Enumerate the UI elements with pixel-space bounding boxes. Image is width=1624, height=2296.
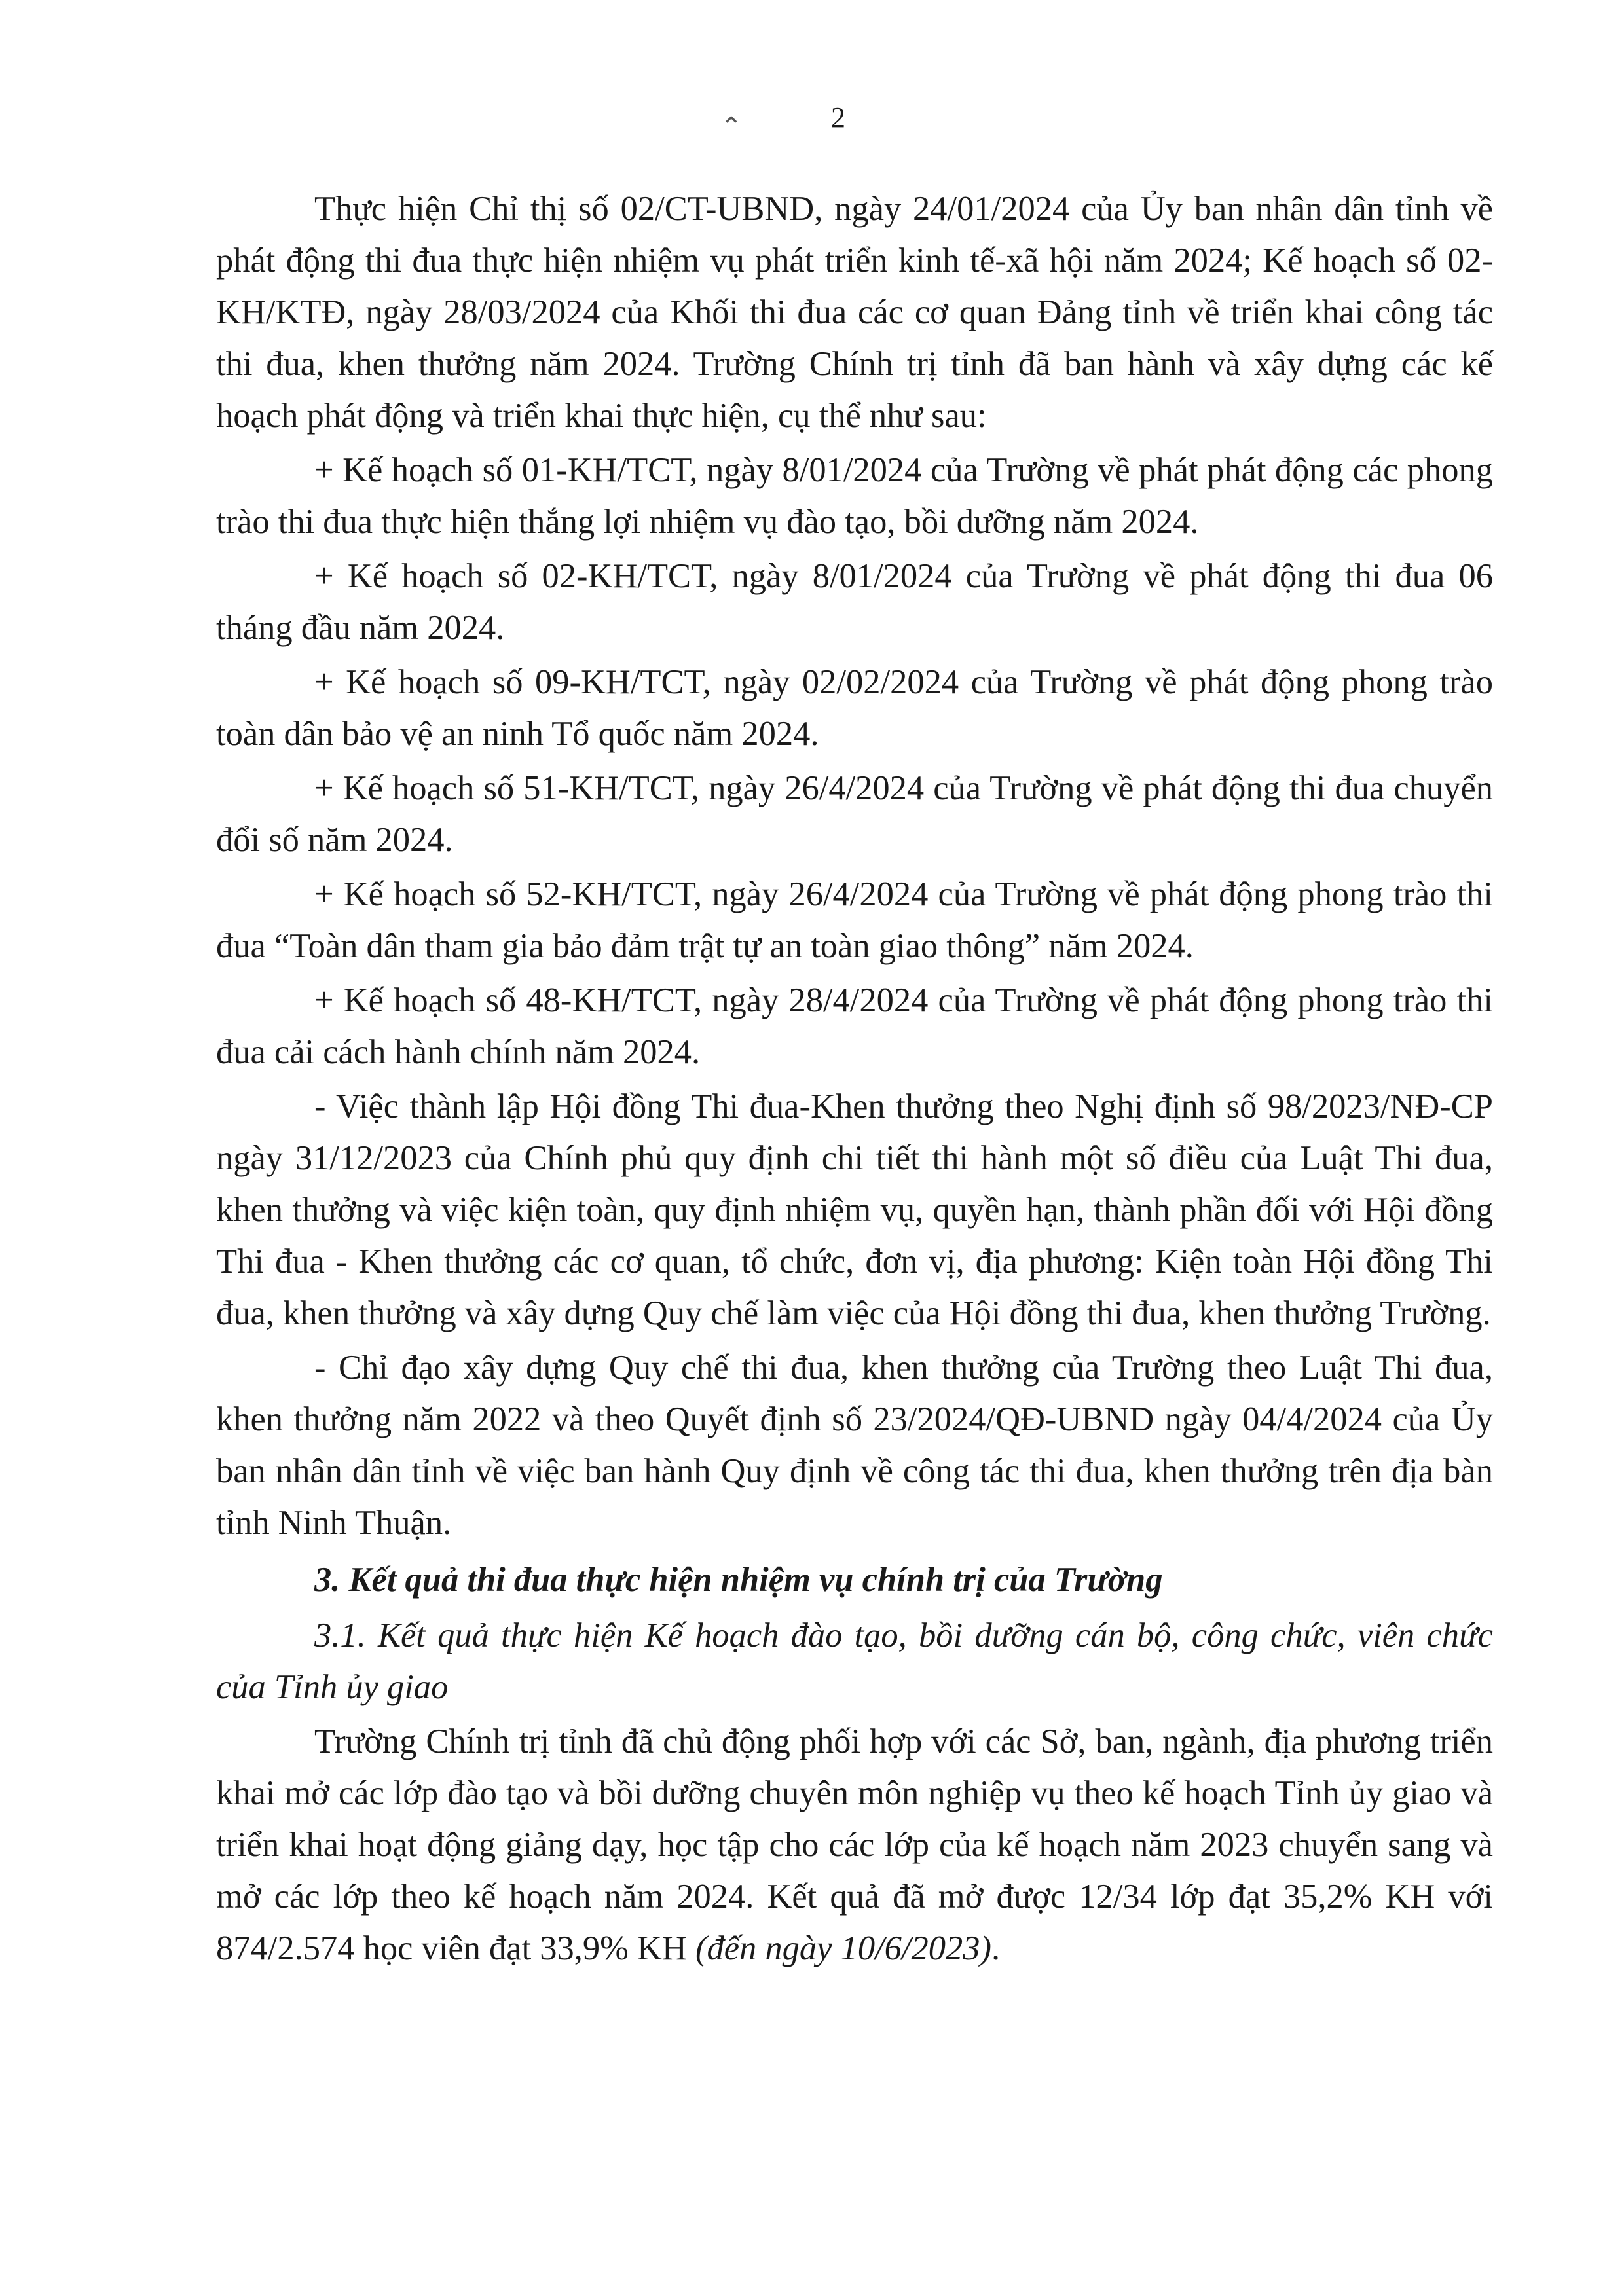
intro-paragraph: Thực hiện Chỉ thị số 02/CT-UBND, ngày 24/01/2024 của Ủy ban nhân dân tỉnh về phát động thi đua thực hiện nhiệm vụ phát triển kinh tế-xã hội năm 2024; Kế hoạch số 02-KH/KTĐ, ngày 28/03/2024 của Khối thi đua các cơ quan Đảng tỉnh về triển khai công tác thi đua, khen thưởng năm 2024. Trường Chính trị tỉnh đã ban hành và xây dựng các kế hoạch phát động và triển khai thực hiện, cụ thể như sau:: [216, 190, 1493, 435]
plan-item-02: + Kế hoạch số 02-KH/TCT, ngày 8/01/2024 của Trường về phát động thi đua 06 tháng đầu năm 2024.: [216, 557, 1493, 647]
plan-item-48: + Kế hoạch số 48-KH/TCT, ngày 28/4/2024 của Trường về phát động phong trào thi đua cải cách hành chính năm 2024.: [216, 981, 1493, 1071]
plan-item-51: + Kế hoạch số 51-KH/TCT, ngày 26/4/2024 của Trường về phát động thi đua chuyển đổi số năm 2024.: [216, 769, 1493, 859]
results-date-note: (đến ngày 10/6/2023): [695, 1929, 991, 1967]
subsection-heading-3-1: 3.1. Kết quả thực hiện Kế hoạch đào tạo, bồi dưỡng cán bộ, công chức, viên chức của Tỉnh ủy giao: [216, 1616, 1493, 1706]
results-paragraph: [216, 1716, 1493, 1975]
regulation-paragraph: - Chỉ đạo xây dựng Quy chế thi đua, khen thưởng của Trường theo Luật Thi đua, khen thưởng năm 2022 và theo Quyết định số 23/2024/QĐ-UBND ngày 04/4/2024 của Ủy ban nhân dân tỉnh về việc ban hành Quy định về công tác thi đua, khen thưởng trên địa bàn tỉnh Ninh Thuận.: [216, 1349, 1493, 1542]
plan-item-09: + Kế hoạch số 09-KH/TCT, ngày 02/02/2024 của Trường về phát động phong trào toàn dân bảo vệ an ninh Tổ quốc năm 2024.: [216, 663, 1493, 753]
document-body: [216, 183, 1493, 1975]
results-text: Trường Chính trị tỉnh đã chủ động phối hợp với các Sở, ban, ngành, địa phương triển khai mở các lớp đào tạo và bồi dưỡng chuyên môn nghiệp vụ theo kế hoạch Tỉnh ủy giao và triển khai hoạt động giảng dạy, học tập cho các lớp của kế hoạch năm 2023 chuyển sang và mở các lớp theo kế hoạch năm 2024. Kết quả đã mở được 12/34 lớp đạt 35,2% KH với 874/2.574 học viên đạt 33,9% KH: [216, 1722, 1493, 1967]
council-paragraph: - Việc thành lập Hội đồng Thi đua-Khen thưởng theo Nghị định số 98/2023/NĐ-CP ngày 31/12/2023 của Chính phủ quy định chi tiết thi hành một số điều của Luật Thi đua, khen thưởng và việc kiện toàn, quy định nhiệm vụ, quyền hạn, thành phần đối với Hội đồng Thi đua - Khen thưởng các cơ quan, tổ chức, đơn vị, địa phương: Kiện toàn Hội đồng Thi đua, khen thưởng và xây dựng Quy chế làm việc của Hội đồng thi đua, khen thưởng Trường.: [216, 1087, 1493, 1332]
section-heading-3: 3. Kết quả thi đua thực hiện nhiệm vụ chính trị của Trường: [314, 1561, 1163, 1599]
plan-item-01: + Kế hoạch số 01-KH/TCT, ngày 8/01/2024 của Trường về phát phát động các phong trào thi đua thực hiện thắng lợi nhiệm vụ đào tạo, bồi dưỡng năm 2024.: [216, 451, 1493, 541]
page-number: 2: [831, 101, 845, 134]
plan-item-52: + Kế hoạch số 52-KH/TCT, ngày 26/4/2024 của Trường về phát động phong trào thi đua “Toàn dân tham gia bảo đảm trật tự an toàn giao thông” năm 2024.: [216, 875, 1493, 965]
scan-mark: ⌃: [720, 112, 743, 141]
results-end: .: [991, 1929, 1001, 1967]
